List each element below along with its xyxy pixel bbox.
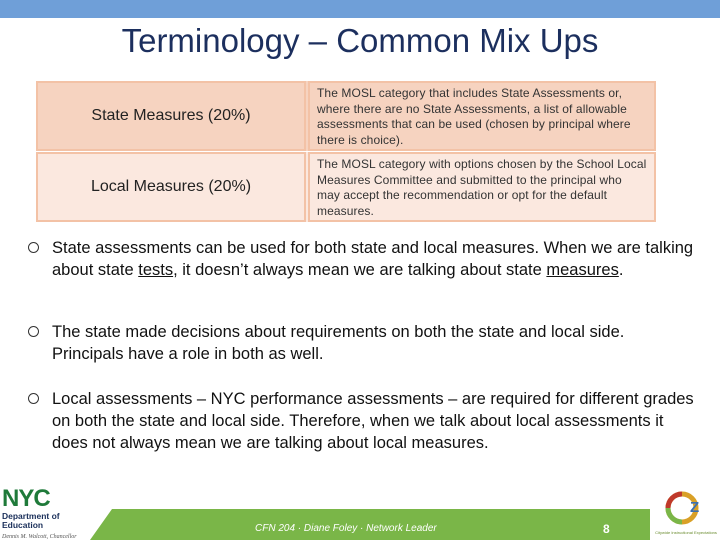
definition-cell: The MOSL category with options chosen by the School Local Measures Committee and submitted to the principal who may accept the recommendation or opt for the default measures. — [308, 152, 656, 222]
table-row — [36, 81, 656, 151]
definition-cell: The MOSL category that includes State Assessments or, where there are no State Assessments, a list of allowable assessments that can be used (chosen by principal where there is choice). — [308, 81, 656, 151]
bullet-text: The state made decisions about requirements on both the state and local side. Principals have a role in both as well. — [52, 323, 625, 363]
bullet-text: Local assessments – NYC performance assessments – are required for different grades on both the state and local side. Therefore, when we talk about local assessments it does not always mean we are talking about local measures. — [52, 390, 694, 452]
top-accent-bar — [0, 0, 720, 18]
footer-text: CFN 204 · Diane Foley · Network Leader — [255, 523, 437, 534]
bullet-text: State assessments can be used for both state and local measures. When we are talking about state tests, it doesn’t always mean we are talking about state measures. — [52, 239, 694, 279]
bullet-circle-icon — [28, 326, 39, 337]
term-cell: Local Measures (20%) — [36, 152, 306, 222]
slide-title: Terminology – Common Mix Ups — [121, 22, 599, 59]
page-number: 8 — [603, 522, 610, 536]
doe-logo — [0, 484, 90, 540]
table-row — [36, 152, 656, 222]
bullet-circle-icon — [28, 393, 39, 404]
svg-text:Z: Z — [690, 499, 700, 516]
right-logo-caption: Citywide Instructional Expectations — [655, 530, 717, 535]
term-cell: State Measures (20%) — [36, 81, 306, 151]
svg-text:NYC: NYC — [2, 485, 50, 512]
svg-text:Education: Education — [2, 520, 44, 530]
terminology-table — [36, 81, 656, 222]
svg-text:Dennis M. Walcott, Chancellor: Dennis M. Walcott, Chancellor — [2, 534, 77, 540]
svg-text:Department of: Department of — [2, 511, 60, 521]
bullet-circle-icon — [28, 242, 39, 253]
